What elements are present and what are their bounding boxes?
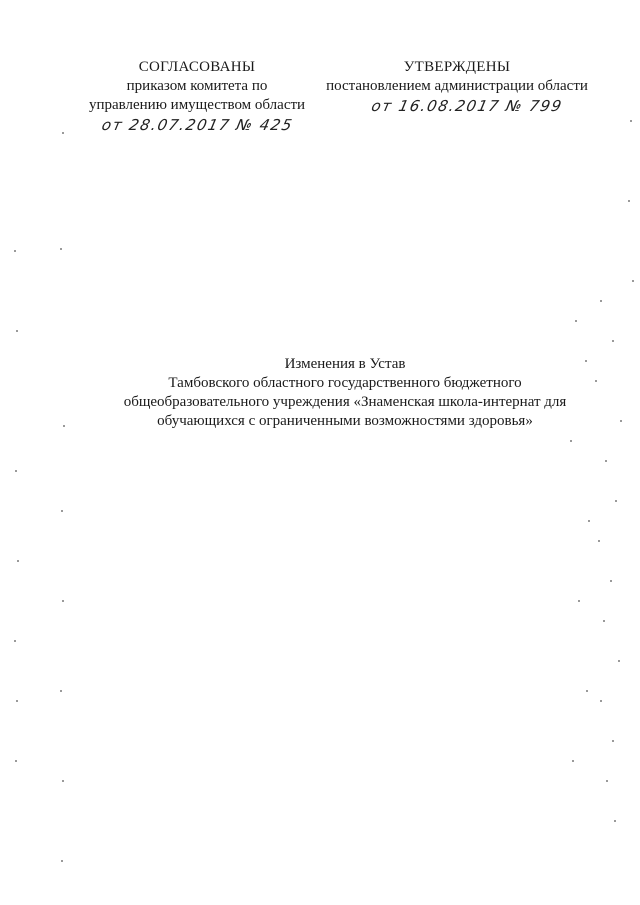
handwritten-order-reference: от 28.07.2017 № 425 (100, 116, 295, 134)
scan-speckle (62, 780, 64, 782)
scan-speckle (16, 700, 18, 702)
scan-speckle (606, 780, 608, 782)
scan-speckle (605, 460, 607, 462)
scan-speckle (618, 660, 620, 662)
scan-speckle (62, 600, 64, 602)
document-title (100, 355, 590, 431)
scan-speckle (612, 740, 614, 742)
scan-speckle (62, 132, 64, 134)
scan-speckle (578, 600, 580, 602)
scan-speckle (628, 200, 630, 202)
scan-speckle (614, 820, 616, 822)
handwritten-resolution-reference: от 16.08.2017 № 799 (369, 97, 565, 115)
approval-block-agreed (86, 58, 308, 135)
scan-speckle (610, 580, 612, 582)
scan-speckle (16, 330, 18, 332)
scan-speckle (60, 248, 62, 250)
scan-speckle (61, 860, 63, 862)
scan-speckle (615, 500, 617, 502)
scan-speckle (63, 425, 65, 427)
scan-speckle (612, 340, 614, 342)
scan-speckle (15, 470, 17, 472)
scan-speckle (588, 520, 590, 522)
scan-speckle (61, 510, 63, 512)
approval-title-agreed: СОГЛАСОВАНЫ (138, 59, 256, 75)
scan-speckle (14, 640, 16, 642)
document-title-line: общеобразовательного учреждения «Знаменская школа-интернат для (123, 394, 567, 410)
scan-speckle (585, 360, 587, 362)
approval-title-approved: УТВЕРЖДЕНЫ (403, 59, 511, 75)
scan-speckle (620, 420, 622, 422)
scan-speckle (598, 540, 600, 542)
scan-speckle (630, 120, 632, 122)
scan-speckle (600, 300, 602, 302)
approval-line: управлению имуществом области (88, 97, 306, 113)
scan-speckle (14, 250, 16, 252)
scan-speckle (575, 320, 577, 322)
scan-speckle (632, 280, 634, 282)
scan-speckle (586, 690, 588, 692)
document-title-line: обучающихся с ограниченными возможностями здоровья» (157, 413, 533, 429)
scan-speckle (600, 700, 602, 702)
scan-speckle (603, 620, 605, 622)
approval-line: приказом комитета по (126, 78, 268, 94)
scan-speckle (572, 760, 574, 762)
scan-speckle (17, 560, 19, 562)
scan-speckle (570, 440, 572, 442)
approval-block-approved (322, 58, 592, 116)
document-title-line: Тамбовского областного государственного бюджетного (168, 375, 522, 391)
scan-speckle (595, 380, 597, 382)
document-title-line: Изменения в Устав (284, 356, 406, 372)
approval-line: постановлением администрации области (326, 78, 588, 94)
scan-speckle (15, 760, 17, 762)
scan-speckle (60, 690, 62, 692)
